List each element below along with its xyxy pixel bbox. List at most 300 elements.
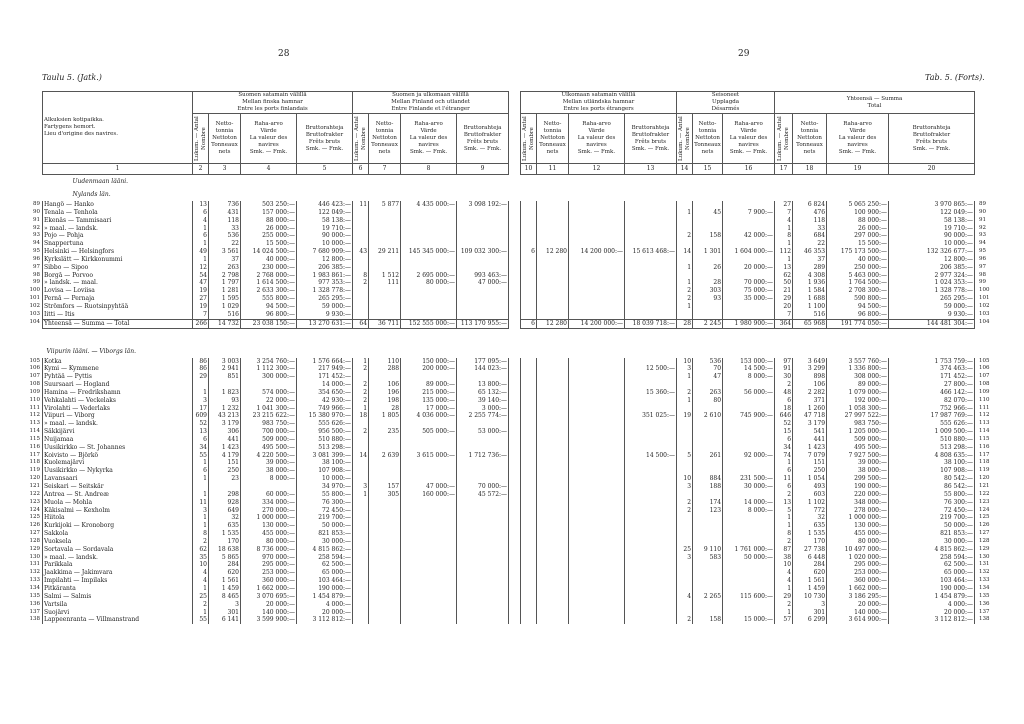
cell-value: 50 [775, 279, 793, 287]
table-row [521, 295, 975, 303]
cell-value: 140 000:— [827, 609, 889, 617]
cell-value: 1 041 300:— [241, 405, 297, 413]
cell-value [625, 609, 677, 617]
cell-value: 217 949:— [297, 365, 353, 373]
cell-value [693, 569, 723, 577]
cell-value: 590 800:— [827, 295, 889, 303]
total-value: 6 [521, 319, 537, 328]
cell-value [693, 459, 723, 467]
place-name: Suojärvi [43, 609, 193, 617]
cell-value: 19 710:— [889, 225, 975, 233]
place-name: Hamina — Fredrikshamn [43, 389, 193, 397]
cell-value: 49 [193, 248, 209, 256]
cell-value [537, 373, 569, 381]
cell-value: 2 695 000:— [401, 272, 457, 280]
cell-value: 27 738 [793, 546, 827, 554]
row-number: 111 [979, 404, 990, 411]
cell-value [537, 601, 569, 609]
cell-value: 2 639 [369, 452, 401, 460]
cell-value [537, 358, 569, 366]
cell-value: 144 023:— [457, 365, 509, 373]
cell-value: 12 800:— [889, 256, 975, 264]
table-row [521, 365, 975, 373]
cell-value: 5 463 000:— [827, 272, 889, 280]
cell-value [677, 609, 693, 617]
table-row [43, 436, 509, 444]
row-number: 111 [29, 404, 40, 411]
cell-value [693, 420, 723, 428]
cell-value [625, 287, 677, 295]
cell-value: 74 [775, 452, 793, 460]
row-number: 108 [979, 381, 990, 388]
cell-value [625, 577, 677, 585]
cell-value: 107 908:— [297, 467, 353, 475]
cell-value: 20 000:— [827, 601, 889, 609]
cell-value [369, 601, 401, 609]
cell-value: 6 [521, 248, 537, 256]
cell-value: 6 [193, 209, 209, 217]
cell-value [537, 522, 569, 530]
cell-value: 15 500:— [241, 240, 297, 248]
cell-value [521, 561, 537, 569]
cell-value: 122 049:— [889, 209, 975, 217]
cell-value: 20 000:— [241, 601, 297, 609]
cell-value [537, 272, 569, 280]
cell-value [521, 264, 537, 272]
cell-value [521, 240, 537, 248]
cell-value: 86 542:— [889, 483, 975, 491]
cell-value [537, 279, 569, 287]
cell-value: 53 000:— [457, 428, 509, 436]
cell-value: 1 454 879:— [889, 593, 975, 601]
cell-value: 1 205 000:— [827, 428, 889, 436]
cell-value [693, 467, 723, 475]
cell-value [521, 609, 537, 617]
place-name: » maal. — landsk. [43, 225, 193, 233]
cell-value [521, 232, 537, 240]
cell-value: 10 [775, 561, 793, 569]
row-number: 121 [29, 483, 40, 489]
cell-value [369, 373, 401, 381]
row-number: 100 [979, 287, 990, 294]
cell-value [369, 538, 401, 546]
cell-value [677, 311, 693, 319]
row-number: 105 [979, 357, 990, 364]
cell-value: 2 [353, 428, 369, 436]
cell-value: 111 [369, 279, 401, 287]
cell-value [353, 459, 369, 467]
table-row [43, 389, 509, 397]
section-subtitle-uusimaa: Nylands län. [72, 191, 111, 198]
cell-value [723, 397, 775, 405]
place-name: Nuijamaa [43, 436, 193, 444]
cell-value [457, 593, 509, 601]
cell-value: 466 142:— [889, 389, 975, 397]
cell-value [723, 311, 775, 319]
cell-value: 1 301 [693, 248, 723, 256]
cell-value: 1 [193, 256, 209, 264]
cell-value: 47 [193, 279, 209, 287]
table-row [521, 577, 975, 585]
cell-value: 17 987 769:— [889, 412, 975, 420]
cell-value [369, 225, 401, 233]
row-number: 100 [29, 287, 40, 294]
cell-value [401, 264, 457, 272]
row-number: 122 [979, 490, 990, 497]
cell-value [521, 616, 537, 624]
cell-value [457, 554, 509, 562]
cell-value: 10 [677, 358, 693, 366]
cell-value [537, 444, 569, 452]
cell-value [569, 240, 625, 248]
cell-value [457, 467, 509, 475]
cell-value [193, 381, 209, 389]
cell-value: 5 [677, 452, 693, 460]
cell-value: 3 649 [793, 358, 827, 366]
value-header: Raha-arvo Värde La valeur des navires Smk. — Fmk. [827, 114, 889, 164]
cell-value [537, 459, 569, 467]
place-name: Uusikirkko — Nykyrka [43, 467, 193, 475]
cell-value [569, 287, 625, 295]
cell-value: 1 [677, 303, 693, 311]
cell-value: 583 [693, 554, 723, 562]
row-number: 91 [33, 216, 40, 223]
cell-value: 15 500:— [827, 240, 889, 248]
cell-value: 170 [209, 538, 241, 546]
cell-value: 50 000:— [889, 522, 975, 530]
table-row [43, 475, 509, 483]
table-row [43, 507, 509, 515]
row-number: 104 [979, 319, 990, 326]
cell-value [723, 530, 775, 538]
cell-value [569, 616, 625, 624]
cell-value [369, 287, 401, 295]
cell-value: 300 000:— [241, 373, 297, 381]
cell-value: 122 049:— [297, 209, 353, 217]
cell-value [569, 303, 625, 311]
cell-value: 19 [193, 287, 209, 295]
total-value: 12 280 [537, 319, 569, 328]
cell-value: 3 179 [209, 420, 241, 428]
cell-value: 88 000:— [241, 217, 297, 225]
cell-value: 1 936 [793, 279, 827, 287]
cell-value: 270 000:— [241, 507, 297, 515]
row-number: 96 [979, 255, 986, 262]
cell-value: 1 [193, 609, 209, 617]
place-name: » maal. — landsk. [43, 420, 193, 428]
total-label: Yhteensä — Summa — Total [43, 319, 193, 328]
cell-value: 510 880:— [297, 436, 353, 444]
cell-value [625, 538, 677, 546]
cell-value: 3 557 760:— [827, 358, 889, 366]
cell-value: 7 [193, 311, 209, 319]
cell-value: 109 032 300:— [457, 248, 509, 256]
cell-value: 3 112 812:— [889, 616, 975, 624]
cell-value [569, 601, 625, 609]
place-name: Suursaari — Hogland [43, 381, 193, 389]
cell-value [353, 444, 369, 452]
cell-value: 4 000:— [297, 601, 353, 609]
cell-value [369, 444, 401, 452]
cell-value: 20 000:— [889, 609, 975, 617]
cell-value: 34 970:— [297, 483, 353, 491]
cell-value: 1 [775, 585, 793, 593]
cell-value [521, 522, 537, 530]
cell-value [569, 405, 625, 413]
cell-value [521, 412, 537, 420]
cell-value [693, 381, 723, 389]
row-number: 109 [29, 388, 40, 395]
row-number: 97 [979, 263, 986, 270]
row-number: 91 [979, 216, 986, 223]
cell-value: 1 662 000:— [241, 585, 297, 593]
cell-value [677, 530, 693, 538]
cell-value: 86 [193, 358, 209, 366]
cell-value [693, 272, 723, 280]
cell-value [521, 459, 537, 467]
cell-value: 158 [693, 232, 723, 240]
cell-value: 2 [775, 381, 793, 389]
cell-value [521, 538, 537, 546]
table-row [43, 616, 509, 624]
cell-value [369, 475, 401, 483]
cell-value: 96 800:— [827, 311, 889, 319]
cell-value [353, 232, 369, 240]
row-number: 102 [979, 302, 990, 309]
cell-value: 4 308 [793, 272, 827, 280]
cell-value: 190 000:— [889, 585, 975, 593]
cell-value: 26 [693, 264, 723, 272]
cell-value [677, 569, 693, 577]
table-row [521, 491, 975, 499]
cell-value: 1 112 300:— [241, 365, 297, 373]
cell-value [401, 287, 457, 295]
cell-value: 253 000:— [827, 569, 889, 577]
cell-value [369, 522, 401, 530]
table-row [521, 240, 975, 248]
cell-value [369, 217, 401, 225]
cell-value [537, 311, 569, 319]
cell-value: 55 [193, 452, 209, 460]
table-row [521, 554, 975, 562]
cell-value: 1 [193, 522, 209, 530]
cell-value: 1 561 [793, 577, 827, 585]
cell-value: 235 [369, 428, 401, 436]
cell-value: 1 [193, 491, 209, 499]
row-number: 130 [29, 553, 40, 560]
cell-value: 455 000:— [827, 530, 889, 538]
cell-value [625, 561, 677, 569]
cell-value: 90 000:— [297, 232, 353, 240]
cell-value [723, 577, 775, 585]
cell-value: 821 853:— [297, 530, 353, 538]
net-tonnage-header: Netto- tonnia Nettoton Tonneaux nets [369, 114, 401, 164]
freight-header: Bruttorahteja Bruttofrakter Frêts bruts Smk. — Fmk. [457, 114, 509, 164]
cell-value [521, 452, 537, 460]
value-header: Raha-arvo Värde La valeur des navires Smk. — Fmk. [723, 114, 775, 164]
table-row [43, 554, 509, 562]
cell-value [353, 601, 369, 609]
cell-value: 21 [775, 287, 793, 295]
cell-value [569, 272, 625, 280]
cell-value: 253 000:— [241, 569, 297, 577]
cell-value: 9 930:— [889, 311, 975, 319]
row-number: 135 [979, 592, 990, 599]
cell-value: 8 [193, 530, 209, 538]
cell-value: 821 853:— [889, 530, 975, 538]
cell-value: 50 000:— [723, 554, 775, 562]
value-header: Raha-arvo Värde La valeur des navires Smk. — Fmk. [401, 114, 457, 164]
cell-value [401, 577, 457, 585]
cell-value [353, 467, 369, 475]
cell-value [569, 475, 625, 483]
cell-value: 65 132:— [457, 389, 509, 397]
column-number: 17 [775, 164, 793, 175]
cell-value: 2 265 [693, 593, 723, 601]
row-number: 125 [29, 514, 40, 521]
cell-value: 27 800:— [889, 381, 975, 389]
table-row [43, 546, 509, 554]
cell-value [677, 428, 693, 436]
cell-value [537, 467, 569, 475]
place-name: Vehkalahti — Veckelaks [43, 397, 193, 405]
cell-value: 265 295:— [889, 295, 975, 303]
cell-value: 33 [793, 225, 827, 233]
cell-value: 371 [793, 397, 827, 405]
cell-value: 1 [193, 475, 209, 483]
row-number: 105 [29, 357, 40, 364]
cell-value [369, 616, 401, 624]
count-header: Lukum. — Antal Nombre [353, 114, 369, 164]
table-row [43, 538, 509, 546]
cell-value [369, 256, 401, 264]
row-number: 134 [979, 584, 990, 591]
row-number: 106 [29, 365, 40, 372]
cell-value: 17 000:— [401, 405, 457, 413]
cell-value: 8 000:— [723, 507, 775, 515]
cell-value [625, 311, 677, 319]
cell-value [457, 311, 509, 319]
row-number: 104 [29, 319, 40, 326]
cell-value: 2 282 [793, 389, 827, 397]
cell-value: 171 452:— [889, 373, 975, 381]
cell-value: 54 [193, 272, 209, 280]
cell-value [677, 514, 693, 522]
column-number: 9 [457, 164, 509, 175]
cell-value: 103 464:— [297, 577, 353, 585]
cell-value: 2 [353, 389, 369, 397]
cell-value: 1 058 300:— [827, 405, 889, 413]
row-number: 113 [29, 420, 40, 427]
cell-value [401, 373, 457, 381]
row-number: 124 [979, 506, 990, 513]
table-row [521, 232, 975, 240]
column-number: 7 [369, 164, 401, 175]
row-number: 135 [29, 592, 40, 599]
cell-value: 278 000:— [827, 507, 889, 515]
cell-value: 574 000:— [241, 389, 297, 397]
cell-value: 1 029 [209, 303, 241, 311]
left-table-header: Taulu 5. (Jatk.) [42, 73, 102, 82]
cell-value [353, 295, 369, 303]
place-name: Parikkala [43, 561, 193, 569]
total-value: 64 [353, 319, 369, 328]
cell-value: 10 000:— [889, 240, 975, 248]
cell-value: 6 [193, 232, 209, 240]
cell-value: 348 000:— [827, 499, 889, 507]
cell-value [723, 272, 775, 280]
table-row [521, 585, 975, 593]
table-row [521, 412, 975, 420]
cell-value: 45 [693, 209, 723, 217]
cell-value: 898 [793, 373, 827, 381]
cell-value: 265 295:— [297, 295, 353, 303]
cell-value [569, 593, 625, 601]
place-name: Kurkijoki — Kronoborg [43, 522, 193, 530]
cell-value: 1 020 000:— [827, 554, 889, 562]
table-row [43, 577, 509, 585]
cell-value: 983 750:— [241, 420, 297, 428]
cell-value: 34 [193, 444, 209, 452]
table-row [43, 373, 509, 381]
cell-value [693, 311, 723, 319]
table-row [521, 522, 975, 530]
cell-value [537, 264, 569, 272]
place-name: Impilahti — Impilaks [43, 577, 193, 585]
cell-value: 1 797 [209, 279, 241, 287]
column-number: 18 [793, 164, 827, 175]
cell-value [353, 522, 369, 530]
cell-value: 3 [677, 483, 693, 491]
cell-value: 34 [775, 444, 793, 452]
cell-value: 5 [775, 507, 793, 515]
cell-value: 60 000:— [241, 491, 297, 499]
cell-value: 360 000:— [241, 577, 297, 585]
cell-value [677, 381, 693, 389]
cell-value: 192 000:— [827, 397, 889, 405]
cell-value [401, 561, 457, 569]
cell-value [369, 507, 401, 515]
cell-value: 3 000:— [457, 405, 509, 413]
cell-value [723, 491, 775, 499]
group-header-finnish-ports: Suomen satamain välillä Mellan finska hamnar Entre les ports finlandais [193, 92, 353, 114]
row-number: 126 [29, 522, 40, 529]
cell-value: 308 000:— [827, 373, 889, 381]
cell-value: 196 [369, 389, 401, 397]
cell-value [369, 569, 401, 577]
cell-value: 1 423 [209, 444, 241, 452]
cell-value: 1 102 [793, 499, 827, 507]
cell-value [401, 609, 457, 617]
cell-value: 3 186 295:— [827, 593, 889, 601]
cell-value [677, 459, 693, 467]
cell-value: 2 [353, 279, 369, 287]
cell-value [677, 201, 693, 209]
cell-value [537, 530, 569, 538]
cell-value: 736 [209, 201, 241, 209]
cell-value: 3 [677, 554, 693, 562]
cell-value [521, 601, 537, 609]
cell-value: 3 179 [793, 420, 827, 428]
cell-value [457, 475, 509, 483]
cell-value [625, 483, 677, 491]
cell-value: 1 576 664:— [297, 358, 353, 366]
cell-value [723, 601, 775, 609]
cell-value [353, 303, 369, 311]
row-number: 112 [29, 412, 40, 419]
right-table-header: Tab. 5. (Forts). [925, 73, 985, 82]
cell-value [625, 303, 677, 311]
